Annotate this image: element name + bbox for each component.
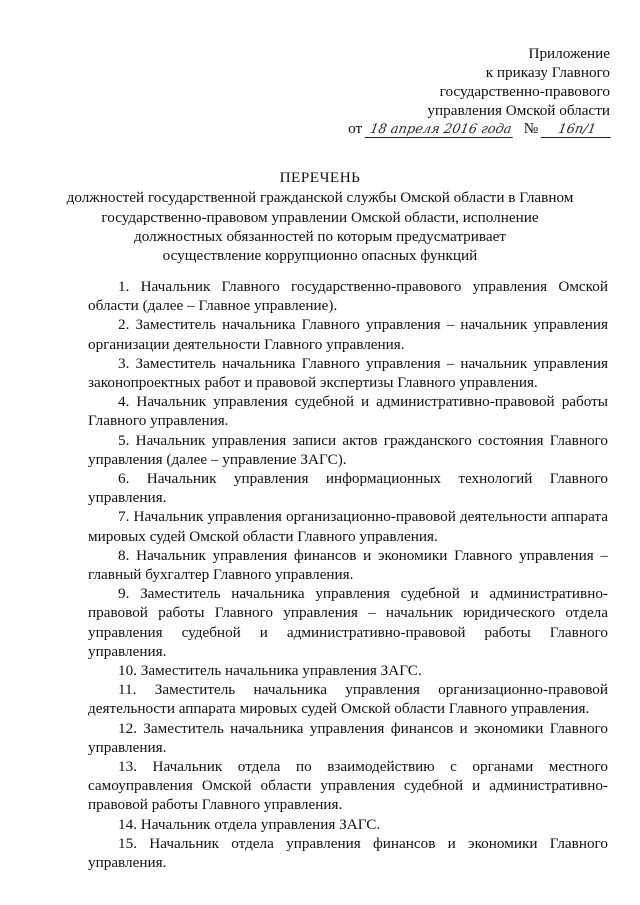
title-subtitle-line: государственно-правовом управлении Омской области, исполнение (101, 208, 539, 226)
list-item: 11. Заместитель начальника управления организационно-правовой деятельности аппарата мировых судей Омской области Главного управления. (88, 681, 608, 718)
title-subtitle-line: осуществление коррупционно опасных функций (162, 247, 478, 265)
list-item: 12. Заместитель начальника управления финансов и экономики Главного управления. (88, 719, 608, 756)
handwritten-number: 16п/1 (541, 122, 614, 138)
list-item: 4. Начальник управления судебной и административно-правовой работы Главного управления. (88, 393, 608, 430)
list-item: 6. Начальник управления информационных технологий Главного управления. (88, 470, 608, 507)
list-item: 7. Начальник управления организационно-правовой деятельности аппарата мировых судей Омской области Главного управления. (88, 508, 608, 545)
list-item: 3. Заместитель начальника Главного управления – начальник управления законопроектных работ и правовой экспертизы Главного управления. (88, 354, 608, 392)
positions-list (88, 277, 608, 872)
appendix-line: Приложение (528, 45, 610, 62)
appendix-line: государственно-правового (439, 83, 610, 100)
list-item: 8. Начальник управления финансов и экономики Главного управления – главный бухгалтер Главного управления. (88, 546, 608, 584)
document-title (40, 168, 600, 265)
appendix-line: к приказу Главного (485, 64, 610, 81)
list-item: 13. Начальник отдела по взаимодействию с органами местного самоуправления Омской области управления судебной и административно-правовой работы Главного управления. (88, 758, 608, 814)
appendix-block (360, 44, 610, 120)
list-item: 10. Заместитель начальника управления ЗАГС. (118, 662, 422, 680)
list-item: 2. Заместитель начальника Главного управления – начальник управления организации деятельности Главного управления. (88, 316, 608, 353)
handwritten-date: 18 апреля 2016 года (364, 122, 515, 138)
order-reference (300, 119, 612, 138)
title-subtitle-line: должностей государственной гражданской службы Омской области в Главном (66, 189, 574, 207)
list-item: 9. Заместитель начальника управления судебной и административно-правовой работы Главного управления – начальник юридического отдела управления судебной и административно-правовой работы Главного управления. (88, 585, 608, 660)
list-item: 14. Начальник отдела управления ЗАГС. (118, 815, 381, 833)
title-subtitle-line: должностных обязанностей по которым предусматривает (134, 227, 506, 245)
number-label: № (523, 120, 539, 137)
title-heading: ПЕРЕЧЕНЬ (279, 169, 361, 186)
list-item: 1. Начальник Главного государственно-правового управления Омской области (далее – Главное управление). (88, 278, 608, 315)
appendix-line: управления Омской области (427, 102, 610, 119)
list-item: 5. Начальник управления записи актов гражданского состояния Главного управления (далее – управление ЗАГС). (88, 431, 608, 468)
list-item: 15. Начальник отдела управления финансов и экономики Главного управления. (88, 834, 608, 872)
from-label: от (348, 120, 363, 137)
